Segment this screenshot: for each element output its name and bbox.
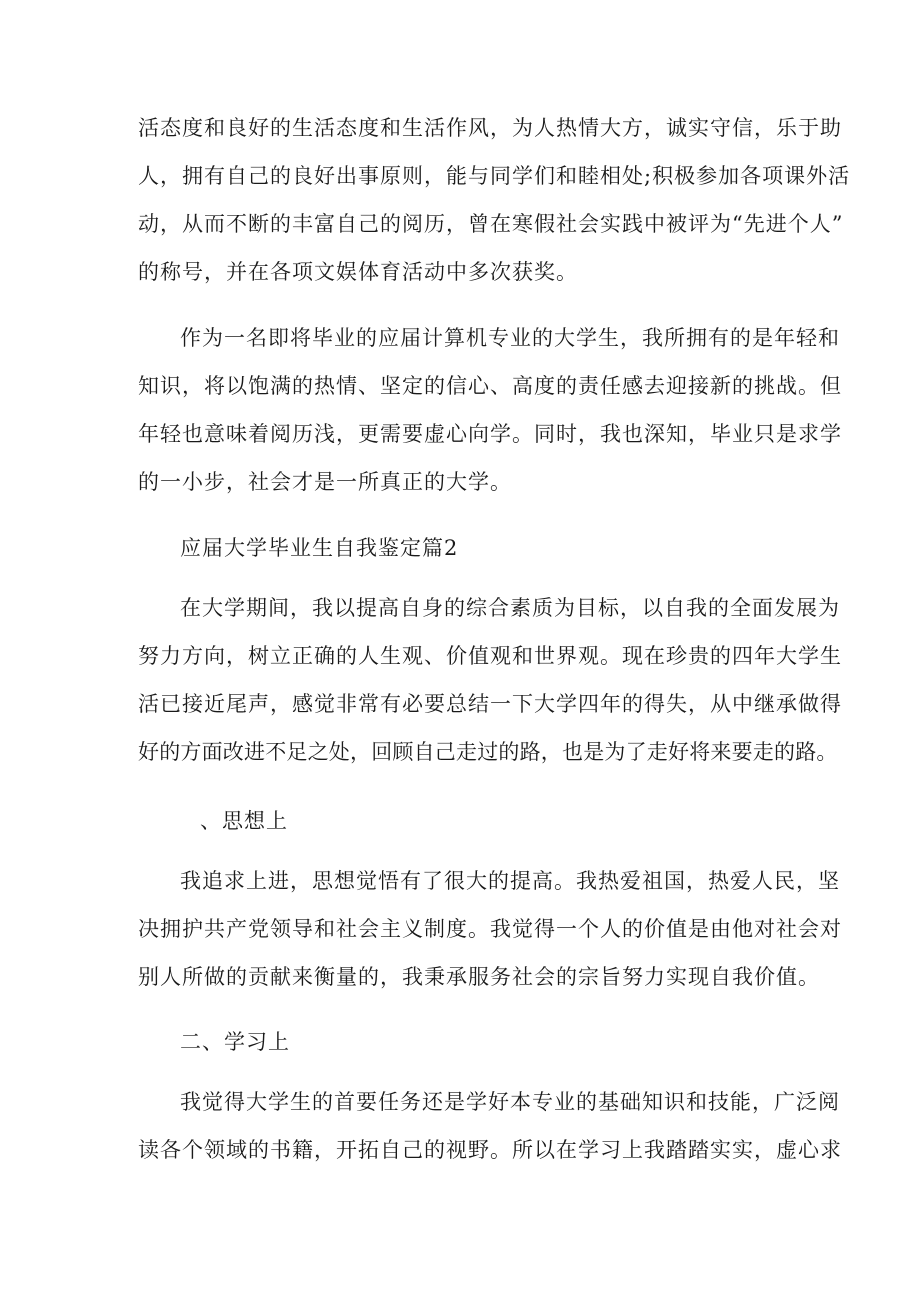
paragraph-study <box>138 1078 842 1174</box>
text-line: 决拥护共产党领导和社会主义制度。我觉得一个人的价值是由他对社会对 <box>138 917 842 941</box>
text-line: 年轻也意味着阅历浅，更需要虚心向学。同时，我也深知，毕业只是求学 <box>138 422 842 446</box>
text-line: 活已接近尾声，感觉非常有必要总结一下大学四年的得失，从中继承做得 <box>138 692 842 716</box>
text-line: 的一小步，社会才是一所真正的大学。 <box>138 470 512 494</box>
text-line: 别人所做的贡献来衡量的，我秉承服务社会的宗旨努力实现自我价值。 <box>138 965 820 989</box>
paragraph-university-summary <box>138 584 842 776</box>
section-heading-article2: 应届大学毕业生自我鉴定篇2 <box>180 536 459 560</box>
text-line: 我觉得大学生的首要任务还是学好本专业的基础知识和技能，广泛阅 <box>180 1090 840 1114</box>
paragraph-thought <box>138 857 842 1001</box>
text-line: 读各个领域的书籍，开拓自己的视野。所以在学习上我踏踏实实，虚心求 <box>138 1138 842 1162</box>
text-line: 好的方面改进不足之处，回顾自己走过的路，也是为了走好将来要走的路。 <box>138 740 838 764</box>
section-heading-thought: 、思想上 <box>200 809 288 833</box>
text-line: 知识，将以饱满的热情、坚定的信心、高度的责任感去迎接新的挑战。但 <box>138 374 842 398</box>
text-line: 动，从而不断的丰富自己的阅历，曾在寒假社会实践中被评为“先进个人” <box>138 212 844 236</box>
text-line: 我追求上进，思想觉悟有了很大的提高。我热爱祖国，热爱人民，坚 <box>180 869 840 893</box>
text-line: 作为一名即将毕业的应届计算机专业的大学生，我所拥有的是年轻和 <box>180 326 840 350</box>
text-line: 的称号，并在各项文娱体育活动中多次获奖。 <box>138 260 578 284</box>
paragraph-life-attitude <box>138 104 851 296</box>
text-line: 在大学期间，我以提高自身的综合素质为目标，以自我的全面发展为 <box>180 596 840 620</box>
paragraph-graduate-intro <box>138 314 842 506</box>
text-line: 活态度和良好的生活态度和生活作风，为人热情大方，诚实守信，乐于助 <box>138 116 842 140</box>
text-line: 努力方向，树立正确的人生观、价值观和世界观。现在珍贵的四年大学生 <box>138 644 842 668</box>
text-line: 人，拥有自己的良好出事原则，能与同学们和睦相处;积极参加各项课外活 <box>138 164 851 188</box>
section-heading-study: 二、学习上 <box>180 1030 290 1054</box>
